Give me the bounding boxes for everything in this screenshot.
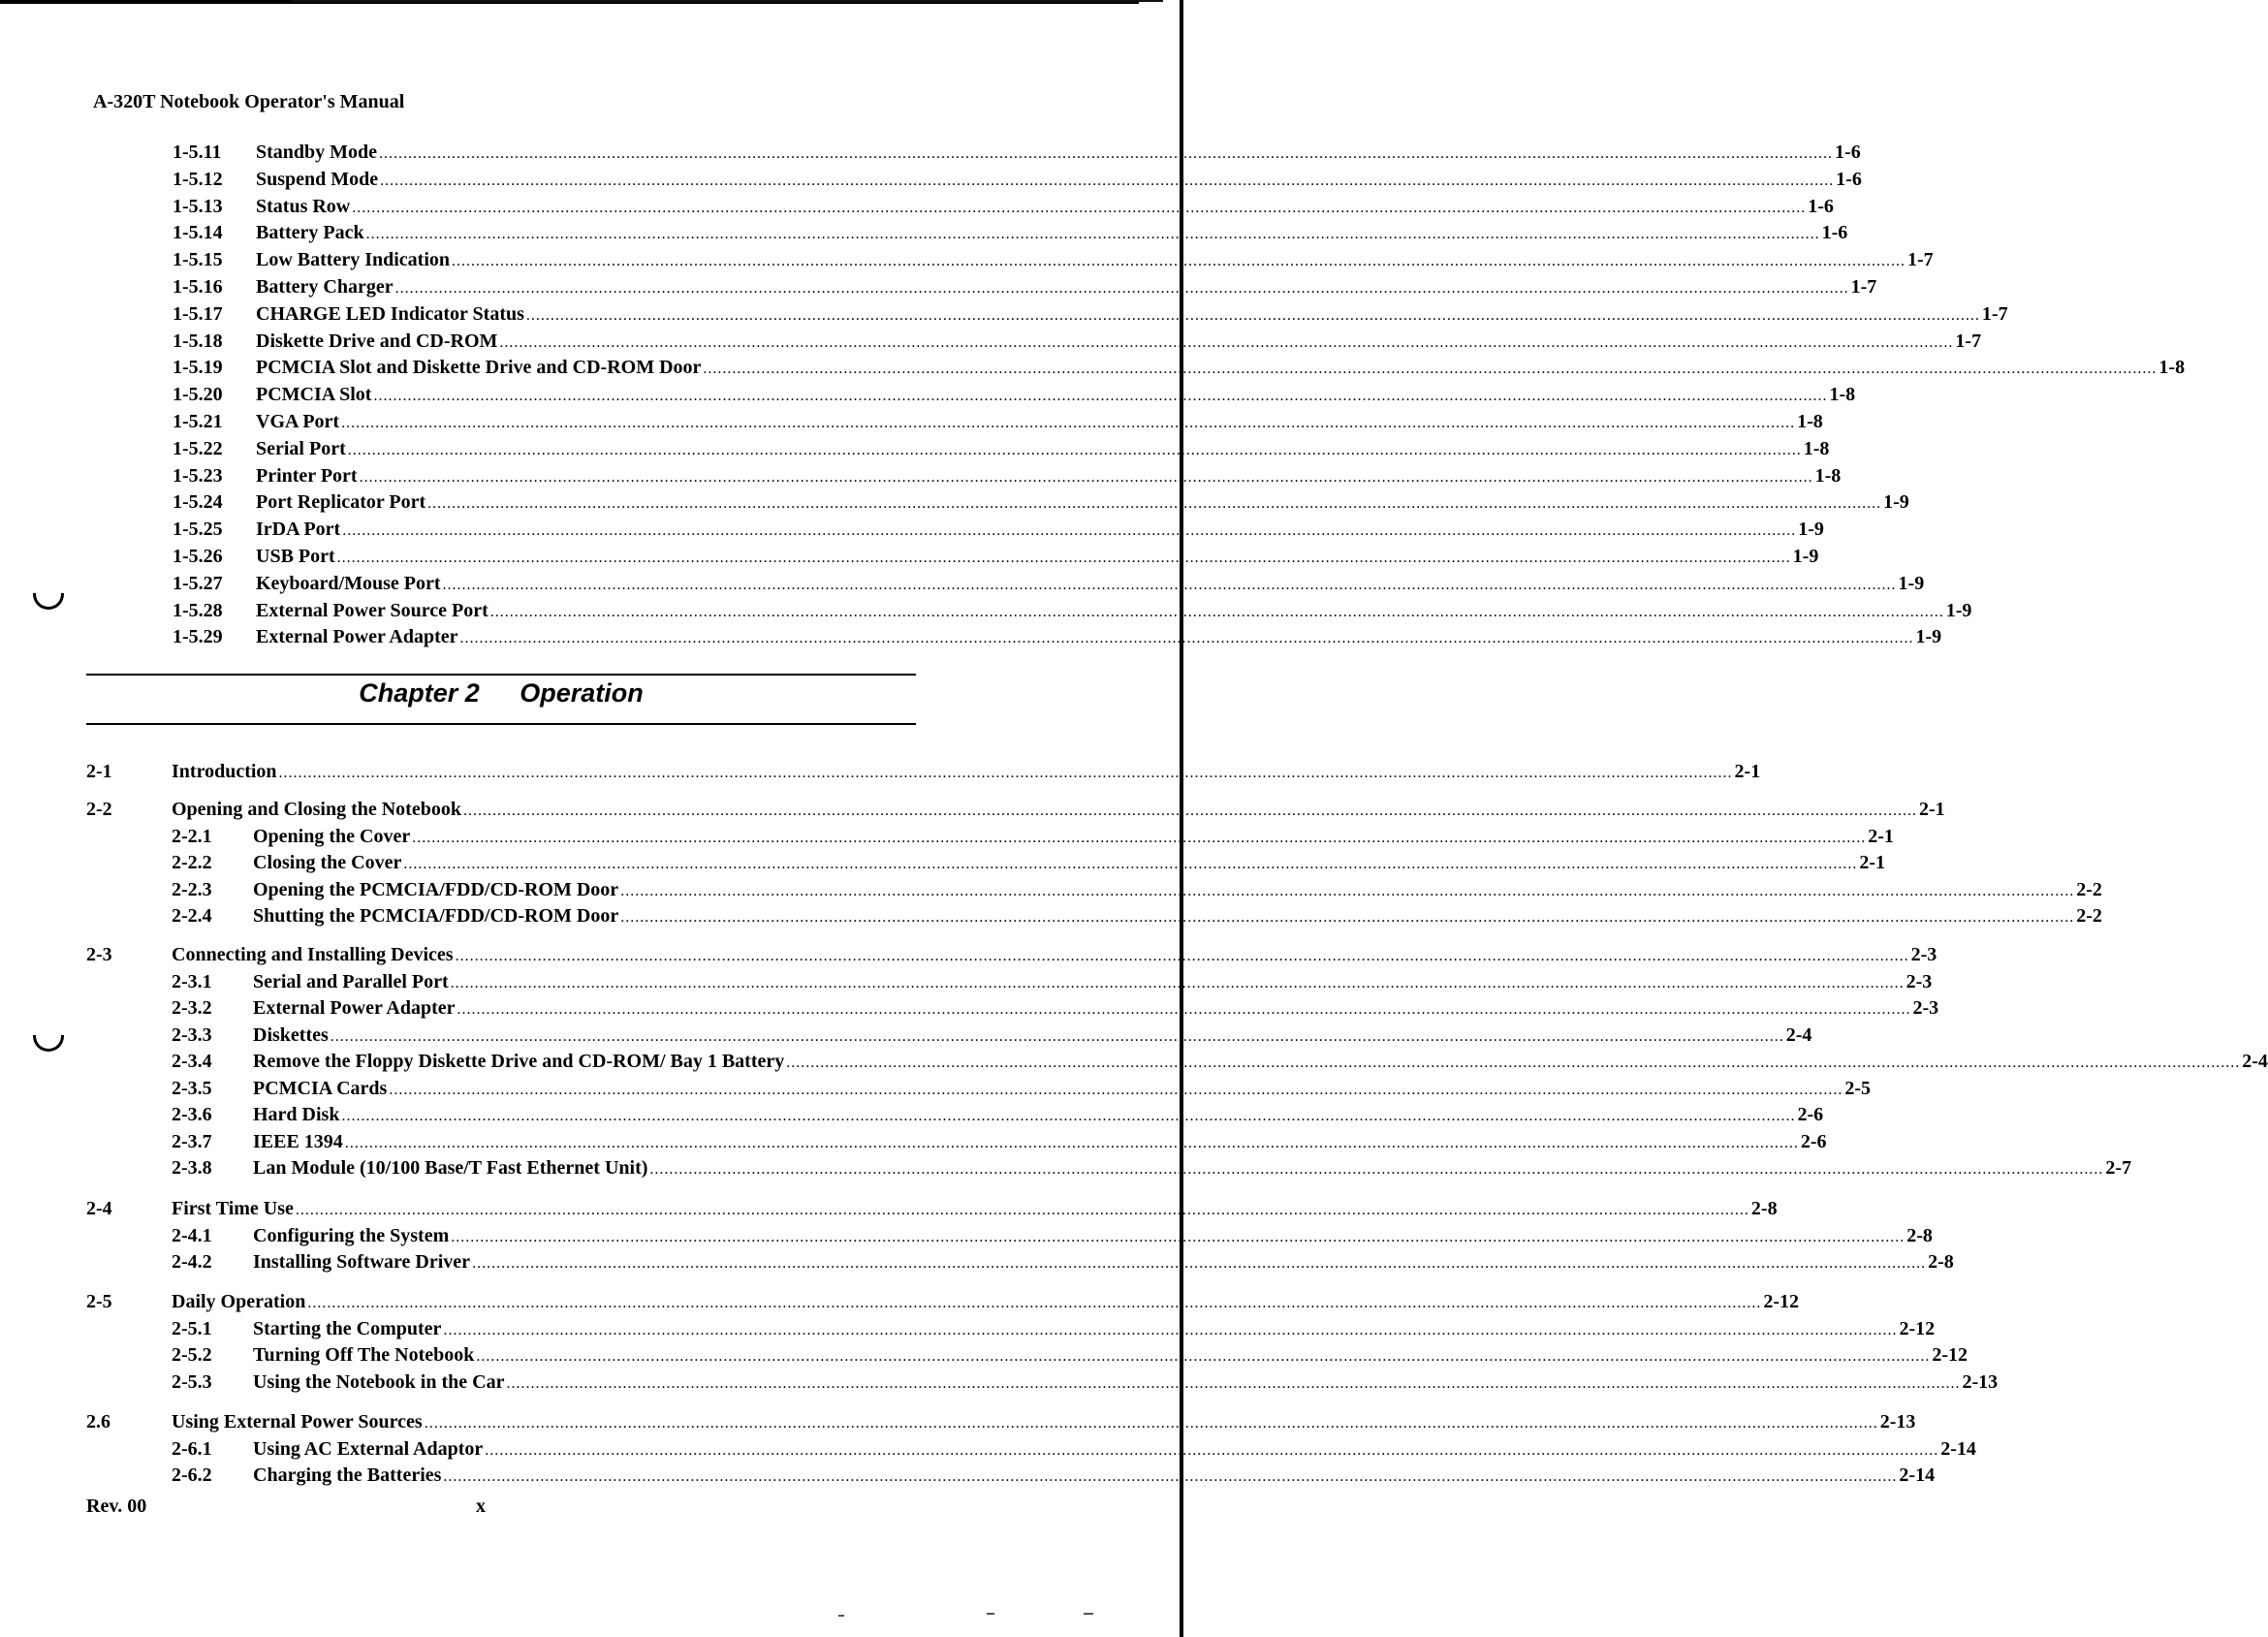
toc-entry-title: Charging the Batteries bbox=[253, 1464, 442, 1486]
toc-entry-page: 2-6 bbox=[1800, 1130, 1827, 1152]
dot-leader: ............................................................................................................................................................................................................................................................................................................ bbox=[506, 1374, 1961, 1392]
toc-entry-title: VGA Port bbox=[256, 411, 340, 432]
toc-entry-title: Remove the Floppy Diskette Drive and CD-ROM/ Bay 1 Battery bbox=[253, 1051, 785, 1072]
toc-entry bbox=[173, 249, 1934, 276]
toc-entry-number: 1-5.26 bbox=[173, 546, 223, 567]
dot-leader: ............................................................................................................................................................................................................................................................................................................ bbox=[365, 226, 1820, 243]
toc-entry-page: 2-12 bbox=[1763, 1291, 1800, 1312]
toc-entry-number: 2-3 bbox=[86, 944, 112, 965]
chapter-heading bbox=[86, 678, 916, 708]
toc-entry-page: 2-4 bbox=[2242, 1051, 2268, 1072]
dot-leader: ............................................................................................................................................................................................................................................................................................................ bbox=[336, 550, 1791, 566]
dot-leader: ............................................................................................................................................................................................................................................................................................................ bbox=[451, 1228, 1906, 1245]
toc-entry-page: 1-8 bbox=[1814, 464, 1842, 487]
toc-entry bbox=[172, 1224, 1933, 1252]
toc-entry-number: 1-5.22 bbox=[173, 437, 223, 459]
toc-entry-title: Starting the Computer bbox=[253, 1317, 442, 1339]
toc-entry-number: 1-5.19 bbox=[173, 357, 223, 379]
toc-entry-page: 2-1 bbox=[1859, 852, 1885, 873]
toc-entry-page: 2-13 bbox=[1879, 1411, 1916, 1432]
toc-entry-number: 2-3.7 bbox=[172, 1130, 212, 1152]
toc-entry-title: Low Battery Indication bbox=[256, 249, 450, 271]
dot-leader: ............................................................................................................................................................................................................................................................................................................ bbox=[455, 948, 1909, 964]
toc-entry-number: 2-6.2 bbox=[172, 1464, 212, 1486]
toc-entry-title: Configuring the System bbox=[253, 1224, 450, 1246]
toc-entry-number: 1-5.15 bbox=[173, 249, 223, 271]
toc-entry bbox=[173, 302, 2008, 331]
toc-entry bbox=[172, 1051, 2268, 1078]
toc-entry-title: Diskette Drive and CD-ROM bbox=[256, 330, 498, 352]
toc-entry-number: 2-2.3 bbox=[172, 878, 212, 900]
toc-entry-number: 2-6.1 bbox=[172, 1437, 212, 1460]
toc-entry-page: 1-9 bbox=[1915, 626, 1942, 648]
toc-entry-title: Using the Notebook in the Car bbox=[253, 1370, 505, 1393]
toc-entry bbox=[172, 1251, 1954, 1278]
scan-speck bbox=[1084, 1613, 1093, 1615]
toc-entry-title: Introduction bbox=[172, 761, 277, 782]
toc-entry-number: 2-3.4 bbox=[172, 1051, 212, 1072]
toc-entry-title: IEEE 1394 bbox=[253, 1130, 343, 1152]
toc-entry-page: 1-8 bbox=[2158, 357, 2186, 379]
toc-entry-page: 1-9 bbox=[1898, 572, 1925, 594]
scan-speck bbox=[987, 1613, 994, 1615]
scan-binding-mark bbox=[33, 1035, 64, 1052]
toc-entry-number: 1-5.11 bbox=[173, 142, 222, 163]
toc-entry-title: Serial and Parallel Port bbox=[253, 970, 449, 992]
toc-entry bbox=[172, 1023, 1812, 1052]
chapter-rule-top bbox=[86, 674, 916, 676]
chapter-rule-bottom bbox=[86, 723, 916, 725]
dot-leader: ............................................................................................................................................................................................................................................................................................................ bbox=[443, 1468, 1898, 1485]
toc-entry bbox=[172, 970, 1933, 998]
toc-section-entry bbox=[86, 1198, 1778, 1225]
toc-entry bbox=[173, 357, 2186, 384]
toc-section-entry bbox=[86, 1291, 1800, 1318]
running-header: A-320T Notebook Operator's Manual bbox=[93, 91, 405, 112]
toc-entry-number: 2-5.1 bbox=[172, 1317, 212, 1339]
dot-leader: ............................................................................................................................................................................................................................................................................................................ bbox=[403, 856, 1858, 872]
toc-entry-number: 2-2 bbox=[86, 799, 112, 820]
dot-leader: ............................................................................................................................................................................................................................................................................................................ bbox=[485, 1441, 1939, 1459]
dot-leader: ............................................................................................................................................................................................................................................................................................................ bbox=[394, 280, 1849, 297]
toc-entry bbox=[173, 142, 1861, 169]
toc-entry bbox=[172, 1344, 1969, 1371]
toc-section-entry bbox=[86, 761, 1761, 788]
toc-entry bbox=[172, 1104, 1824, 1131]
dot-leader: ............................................................................................................................................................................................................................................................................................................ bbox=[344, 1134, 1799, 1151]
chapter-label: Chapter 2 bbox=[359, 678, 480, 708]
toc-entry-title: External Power Adapter bbox=[253, 997, 456, 1019]
toc-entry-title: Serial Port bbox=[256, 437, 346, 459]
toc-entry-number: 1-5.17 bbox=[173, 302, 223, 325]
toc-entry-page: 2-2 bbox=[2076, 905, 2102, 927]
toc-entry-page: 1-9 bbox=[1945, 599, 1972, 621]
toc-entry bbox=[173, 491, 1909, 519]
toc-entry-page: 1-7 bbox=[1907, 249, 1934, 271]
dot-leader: ............................................................................................................................................................................................................................................................................................................ bbox=[379, 145, 1834, 162]
dot-leader: ............................................................................................................................................................................................................................................................................................................ bbox=[341, 1108, 1796, 1124]
toc-entry-number: 1-5.20 bbox=[173, 384, 223, 406]
dot-leader: ............................................................................................................................................................................................................................................................................................................ bbox=[307, 1295, 1762, 1311]
toc-entry-page: 1-7 bbox=[1981, 302, 2008, 325]
toc-entry bbox=[173, 519, 1824, 546]
toc-entry bbox=[172, 1157, 2132, 1184]
toc-entry bbox=[172, 1437, 1976, 1465]
toc-section-entry bbox=[86, 944, 1937, 971]
toc-entry-number: 1-5.25 bbox=[173, 519, 223, 541]
toc-entry-number: 2-3.3 bbox=[172, 1023, 212, 1046]
toc-entry-page: 2-7 bbox=[2105, 1157, 2132, 1179]
dot-leader: ............................................................................................................................................................................................................................................................................................................ bbox=[457, 1001, 1911, 1018]
toc-entry-number: 1-5.28 bbox=[173, 599, 223, 621]
toc-entry-title: PCMCIA Slot bbox=[256, 384, 372, 406]
toc-entry-number: 2-4.1 bbox=[172, 1224, 212, 1246]
toc-entry-number: 2-5 bbox=[86, 1291, 112, 1312]
dot-leader: ............................................................................................................................................................................................................................................................................................................ bbox=[443, 1321, 1898, 1338]
toc-entry bbox=[173, 168, 1862, 196]
dot-leader: ............................................................................................................................................................................................................................................................................................................ bbox=[412, 829, 1867, 846]
dot-leader: ............................................................................................................................................................................................................................................................................................................ bbox=[389, 1081, 1843, 1098]
toc-entry-number: 1-5.13 bbox=[173, 195, 223, 217]
toc-entry-title: Opening the PCMCIA/FDD/CD-ROM Door bbox=[253, 878, 619, 900]
dot-leader: ............................................................................................................................................................................................................................................................................................................ bbox=[459, 630, 1914, 647]
toc-entry-number: 2-4.2 bbox=[172, 1251, 212, 1273]
toc-entry-title: Lan Module (10/100 Base/T Fast Ethernet Unit) bbox=[253, 1157, 648, 1179]
toc-entry-title: Printer Port bbox=[256, 464, 358, 487]
toc-entry-title: Port Replicator Port bbox=[256, 491, 426, 514]
toc-entry-title: External Power Adapter bbox=[256, 626, 458, 648]
toc-entry bbox=[172, 1130, 1827, 1158]
toc-section-entry bbox=[86, 799, 1945, 826]
toc-entry-number: 1-5.12 bbox=[173, 168, 223, 190]
dot-leader: ............................................................................................................................................................................................................................................................................................................ bbox=[347, 441, 1802, 458]
toc-entry-page: 1-6 bbox=[1821, 222, 1848, 244]
toc-entry bbox=[172, 825, 1894, 853]
dot-leader: ............................................................................................................................................................................................................................................................................................................ bbox=[649, 1161, 2104, 1178]
toc-entry-title: Connecting and Installing Devices bbox=[172, 944, 454, 965]
toc-entry-page: 2-5 bbox=[1844, 1077, 1872, 1099]
toc-entry-number: 2-3.6 bbox=[172, 1104, 212, 1125]
toc-entry bbox=[173, 222, 1848, 249]
toc-entry-title: Closing the Cover bbox=[253, 852, 402, 873]
toc-entry-page: 2-12 bbox=[1899, 1317, 1936, 1339]
dot-leader: ............................................................................................................................................................................................................................................................................................................ bbox=[380, 172, 1835, 189]
toc-entry-number: 2-2.4 bbox=[172, 905, 212, 927]
toc-entry-title: IrDA Port bbox=[256, 519, 341, 541]
dot-leader: ............................................................................................................................................................................................................................................................................................................ bbox=[442, 576, 1897, 593]
toc-entry-title: Using External Power Sources bbox=[172, 1411, 423, 1432]
dot-leader: ............................................................................................................................................................................................................................................................................................................ bbox=[525, 306, 1980, 324]
dot-leader: ............................................................................................................................................................................................................................................................................................................ bbox=[352, 199, 1807, 216]
toc-section-entry bbox=[86, 1411, 1916, 1438]
toc-entry-number: 1-5.21 bbox=[173, 411, 223, 432]
toc-entry bbox=[173, 384, 1856, 411]
toc-entry bbox=[173, 330, 1982, 358]
toc-entry-title: Status Row bbox=[256, 195, 351, 217]
toc-entry-number: 2.6 bbox=[86, 1411, 110, 1432]
toc-entry-title: Shutting the PCMCIA/FDD/CD-ROM Door bbox=[253, 905, 619, 927]
toc-entry-number: 2-1 bbox=[86, 761, 112, 782]
toc-entry-page: 2-1 bbox=[1868, 825, 1894, 847]
toc-entry-title: Using AC External Adaptor bbox=[253, 1437, 484, 1460]
toc-entry-page: 1-7 bbox=[1850, 276, 1877, 298]
dot-leader: ............................................................................................................................................................................................................................................................................................................ bbox=[427, 495, 1882, 513]
toc-entry-title: Installing Software Driver bbox=[253, 1251, 471, 1273]
toc-entry-page: 1-9 bbox=[1792, 546, 1819, 567]
toc-entry-title: Daily Operation bbox=[172, 1291, 306, 1312]
toc-entry bbox=[173, 572, 1925, 600]
toc-entry-title: USB Port bbox=[256, 546, 335, 567]
dot-leader: ............................................................................................................................................................................................................................................................................................................ bbox=[462, 803, 1917, 819]
toc-entry-number: 1-5.14 bbox=[173, 222, 223, 244]
toc-entry bbox=[173, 546, 1819, 573]
toc-entry-title: Turning Off The Notebook bbox=[253, 1344, 475, 1366]
toc-entry-number: 2-2.2 bbox=[172, 852, 212, 873]
toc-entry-page: 2-14 bbox=[1899, 1464, 1936, 1486]
dot-leader: ............................................................................................................................................................................................................................................................................................................ bbox=[424, 1415, 1878, 1432]
toc-entry-page: 2-6 bbox=[1797, 1104, 1824, 1125]
toc-entry-page: 2-14 bbox=[1940, 1437, 1976, 1460]
toc-entry-title: PCMCIA Cards bbox=[253, 1077, 388, 1099]
dot-leader: ............................................................................................................................................................................................................................................................................................................ bbox=[620, 882, 2075, 899]
toc-entry-number: 2-3.2 bbox=[172, 997, 212, 1019]
scan-binding-mark bbox=[33, 593, 64, 610]
toc-entry-page: 1-9 bbox=[1798, 519, 1824, 541]
chapter-name: Operation bbox=[520, 678, 644, 708]
toc-entry-title: CHARGE LED Indicator Status bbox=[256, 302, 524, 325]
toc-entry-title: Battery Pack bbox=[256, 222, 364, 244]
footer-revision: Rev. 00 bbox=[86, 1495, 147, 1517]
toc-entry-number: 2-3.8 bbox=[172, 1157, 212, 1179]
dot-leader: ............................................................................................................................................................................................................................................................................................................ bbox=[452, 253, 1906, 270]
toc-entry-page: 1-8 bbox=[1797, 411, 1823, 432]
toc-entry-number: 1-5.23 bbox=[173, 464, 223, 487]
toc-entry bbox=[172, 997, 1939, 1024]
dot-leader: ............................................................................................................................................................................................................................................................................................................ bbox=[295, 1202, 1749, 1218]
toc-entry-title: Opening the Cover bbox=[253, 825, 411, 847]
dot-leader: ............................................................................................................................................................................................................................................................................................................ bbox=[278, 765, 1733, 781]
toc-entry-number: 2-3.5 bbox=[172, 1077, 212, 1099]
toc-entry-page: 1-6 bbox=[1836, 168, 1862, 190]
toc-entry-number: 2-3.1 bbox=[172, 970, 212, 992]
toc-entry bbox=[172, 878, 2102, 906]
toc-entry-page: 1-6 bbox=[1835, 142, 1861, 163]
dot-leader: ............................................................................................................................................................................................................................................................................................................ bbox=[703, 361, 2158, 378]
toc-entry-page: 2-1 bbox=[1918, 799, 1945, 820]
toc-entry-page: 1-8 bbox=[1803, 437, 1830, 459]
toc-entry-number: 2-2.1 bbox=[172, 825, 212, 847]
toc-entry-number: 2-5.2 bbox=[172, 1344, 212, 1366]
toc-entry-title: Battery Charger bbox=[256, 276, 394, 298]
footer-page-number: x bbox=[476, 1495, 486, 1517]
toc-entry bbox=[173, 437, 1830, 465]
toc-entry-title: PCMCIA Slot and Diskette Drive and CD-ROM Door bbox=[256, 357, 702, 379]
toc-entry-number: 2-5.3 bbox=[172, 1370, 212, 1393]
toc-entry-title: Diskettes bbox=[253, 1023, 329, 1046]
toc-entry bbox=[172, 1317, 1936, 1345]
toc-entry-number: 1-5.27 bbox=[173, 572, 223, 594]
toc-entry bbox=[173, 411, 1823, 438]
toc-entry bbox=[172, 852, 1885, 879]
toc-entry-page: 2-2 bbox=[2076, 878, 2102, 900]
toc-entry-page: 2-12 bbox=[1932, 1344, 1969, 1366]
toc-entry bbox=[172, 1464, 1936, 1492]
toc-entry-number: 1-5.29 bbox=[173, 626, 223, 648]
toc-entry-title: Opening and Closing the Notebook bbox=[172, 799, 461, 820]
toc-entry-title: Keyboard/Mouse Port bbox=[256, 572, 441, 594]
toc-entry-number: 1-5.24 bbox=[173, 491, 223, 514]
toc-entry-title: Standby Mode bbox=[256, 142, 378, 163]
dot-leader: ............................................................................................................................................................................................................................................................................................................ bbox=[499, 333, 1954, 351]
toc-entry-page: 2-8 bbox=[1750, 1198, 1778, 1219]
toc-entry-page: 2-3 bbox=[1912, 997, 1939, 1019]
toc-entry-page: 2-1 bbox=[1734, 761, 1761, 782]
toc-entry-page: 2-3 bbox=[1910, 944, 1937, 965]
dot-leader: ............................................................................................................................................................................................................................................................................................................ bbox=[373, 388, 1828, 405]
toc-entry-number: 2-4 bbox=[86, 1198, 112, 1219]
dot-leader: ............................................................................................................................................................................................................................................................................................................ bbox=[341, 415, 1796, 431]
toc-entry-page: 1-6 bbox=[1808, 195, 1834, 217]
dot-leader: ............................................................................................................................................................................................................................................................................................................ bbox=[786, 1055, 2241, 1071]
dot-leader: ............................................................................................................................................................................................................................................................................................................ bbox=[472, 1255, 1927, 1272]
toc-entry bbox=[172, 1370, 1999, 1399]
scan-speck bbox=[838, 1615, 844, 1617]
dot-leader: ............................................................................................................................................................................................................................................................................................................ bbox=[489, 603, 1944, 620]
toc-entry-number: 1-5.16 bbox=[173, 276, 223, 298]
toc-entry-page: 1-7 bbox=[1955, 330, 1982, 352]
toc-entry-title: External Power Source Port bbox=[256, 599, 488, 621]
toc-entry-page: 1-8 bbox=[1829, 384, 1856, 406]
dot-leader: ............................................................................................................................................................................................................................................................................................................ bbox=[620, 909, 2075, 926]
scan-edge-top-thin bbox=[291, 0, 1163, 2]
dot-leader: ............................................................................................................................................................................................................................................................................................................ bbox=[476, 1348, 1931, 1365]
toc-entry bbox=[173, 626, 1942, 653]
toc-entry bbox=[173, 464, 1842, 492]
toc-entry bbox=[173, 276, 1877, 303]
toc-entry bbox=[173, 195, 1834, 223]
toc-entry-page: 1-9 bbox=[1883, 491, 1909, 514]
toc-entry-title: Hard Disk bbox=[253, 1104, 340, 1125]
toc-entry-title: Suspend Mode bbox=[256, 168, 379, 190]
toc-entry-title: First Time Use bbox=[172, 1198, 294, 1219]
toc-entry bbox=[172, 905, 2102, 932]
toc-entry-page: 2-13 bbox=[1962, 1370, 1999, 1393]
dot-leader: ............................................................................................................................................................................................................................................................................................................ bbox=[342, 522, 1797, 540]
toc-entry bbox=[172, 1077, 1872, 1105]
toc-entry bbox=[173, 599, 1972, 627]
toc-entry-page: 2-3 bbox=[1906, 970, 1933, 992]
toc-entry-page: 2-4 bbox=[1785, 1023, 1812, 1046]
dot-leader: ............................................................................................................................................................................................................................................................................................................ bbox=[330, 1027, 1784, 1045]
dot-leader: ............................................................................................................................................................................................................................................................................................................ bbox=[450, 974, 1905, 992]
toc-entry-page: 2-8 bbox=[1906, 1224, 1933, 1246]
toc-entry-page: 2-8 bbox=[1928, 1251, 1954, 1273]
toc-entry-number: 1-5.18 bbox=[173, 330, 223, 352]
dot-leader: ............................................................................................................................................................................................................................................................................................................ bbox=[359, 468, 1813, 486]
